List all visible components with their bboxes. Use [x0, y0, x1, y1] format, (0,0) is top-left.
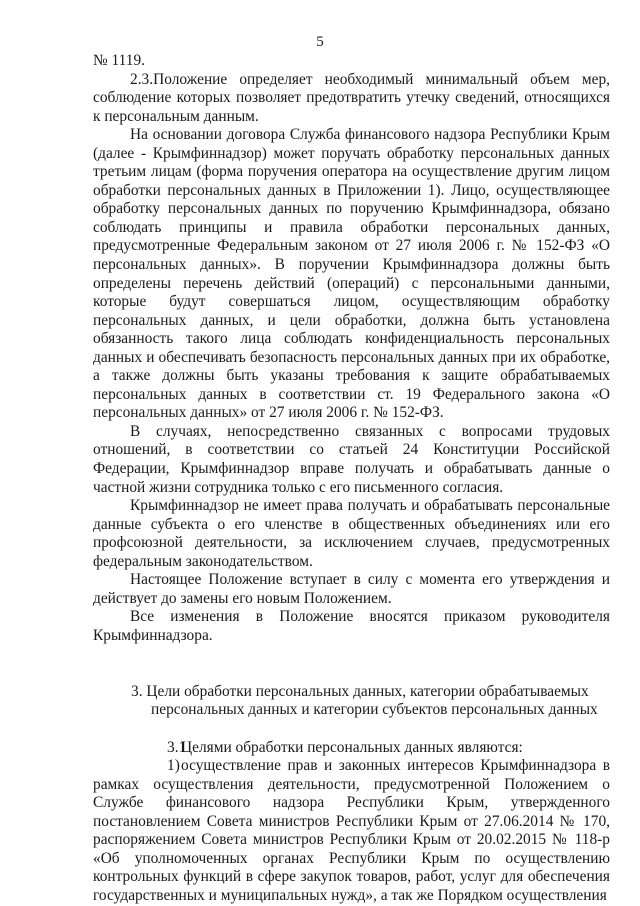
paragraph-changes: Все изменения в Положение вносятся приказом руководителя Крымфиннадзора. [93, 608, 610, 644]
section-3-heading-line1: 3. Цели обработки персональных данных, категории обрабатываемых [131, 682, 589, 700]
item-3-1 [93, 739, 610, 758]
paragraph-membership: Крымфиннадзор не имеет права получать и обрабатывать персональные данные субъекта о его членстве в общественных объединениях или его профсоюзной деятельности, за исключением случаев, предусмотренных федеральным законодательством. [93, 497, 610, 570]
paragraph-ref-number: № 1119. [93, 52, 146, 69]
item-1-number: 1) [167, 757, 180, 775]
paragraph-2-3: 2.3.Положение определяет необходимый минимальный объем мер, соблюдение которых позволяет предотвратить утечку сведений, относящихся к персональным данным. [93, 70, 610, 125]
paragraph-labor-relations: В случаях, непосредственно связанных с вопросами трудовых отношений, в соответствии со статьей 24 Конституции Российской Федерации, Крымфиннадзор вправе получать и обрабатывать данные о частной жизни сотрудника только с его письменного согласия. [93, 422, 610, 496]
item-3-1-number: 3.1 [167, 738, 187, 756]
paragraph-effective: Настоящее Положение вступает в силу с момента его утверждения и действует до замены его новым Положением. [93, 571, 610, 607]
item-1 [93, 757, 610, 905]
page-number: 5 [316, 34, 324, 50]
item-1-text: осуществление прав и законных интересов Крымфиннадзора в рамках осуществления деятельности, предусмотренной Положением о Службе финансового надзора Республики Крым, утвержденного постановлением Совета министров Республики Крым от 27.06.2014 № 170, распоряжением Совета министров Республики Крым от 20.02.2015 № 118-р «Об уполномоченных органах Республики Крым по осуществлению контрольных функций в сфере закупок товаров, работ, услуг для обеспечения государственных и муниципальных нужд», а так же Порядком осуществления [93, 757, 610, 904]
paragraph-contract: На основании договора Служба финансового надзора Республики Крым (далее - Крымфиннадзор) может поручать обработку персональных данных третьим лицам (форма поручения оператора на осуществление другим лицом обработки персональных данных в Приложении 1). Лицо, осуществляющее обработку персональных данных по поручению Крымфиннадзора, обязано соблюдать принципы и правила обработки персональных данных, предусмотренные Федеральным законом от 27 июля 2006 г. № 152-ФЗ «О персональных данных». В поручении Крымфиннадзора должны быть определены перечень действий (операций) с персональными данными, которые будут совершаться лицом, осуществляющим обработку персональных данных, и цели обработки, должна быть установлена обязанность такого лица соблюдать конфиденциальность персональных данных и обеспечивать безопасность персональных данных при их обработке, а также должны быть указаны требования к защите обрабатываемых персональных данных в соответствии ст. 19 Федерального закона «О персональных данных» от 27 июля 2006 г. № 152-ФЗ. [93, 126, 610, 422]
section-3-heading [93, 683, 610, 720]
document-body [93, 52, 610, 906]
item-3-1-text: Целями обработки персональных данных являются: [181, 738, 523, 756]
section-3-heading-line2: персональных данных и категории субъектов персональных данных [151, 701, 598, 719]
